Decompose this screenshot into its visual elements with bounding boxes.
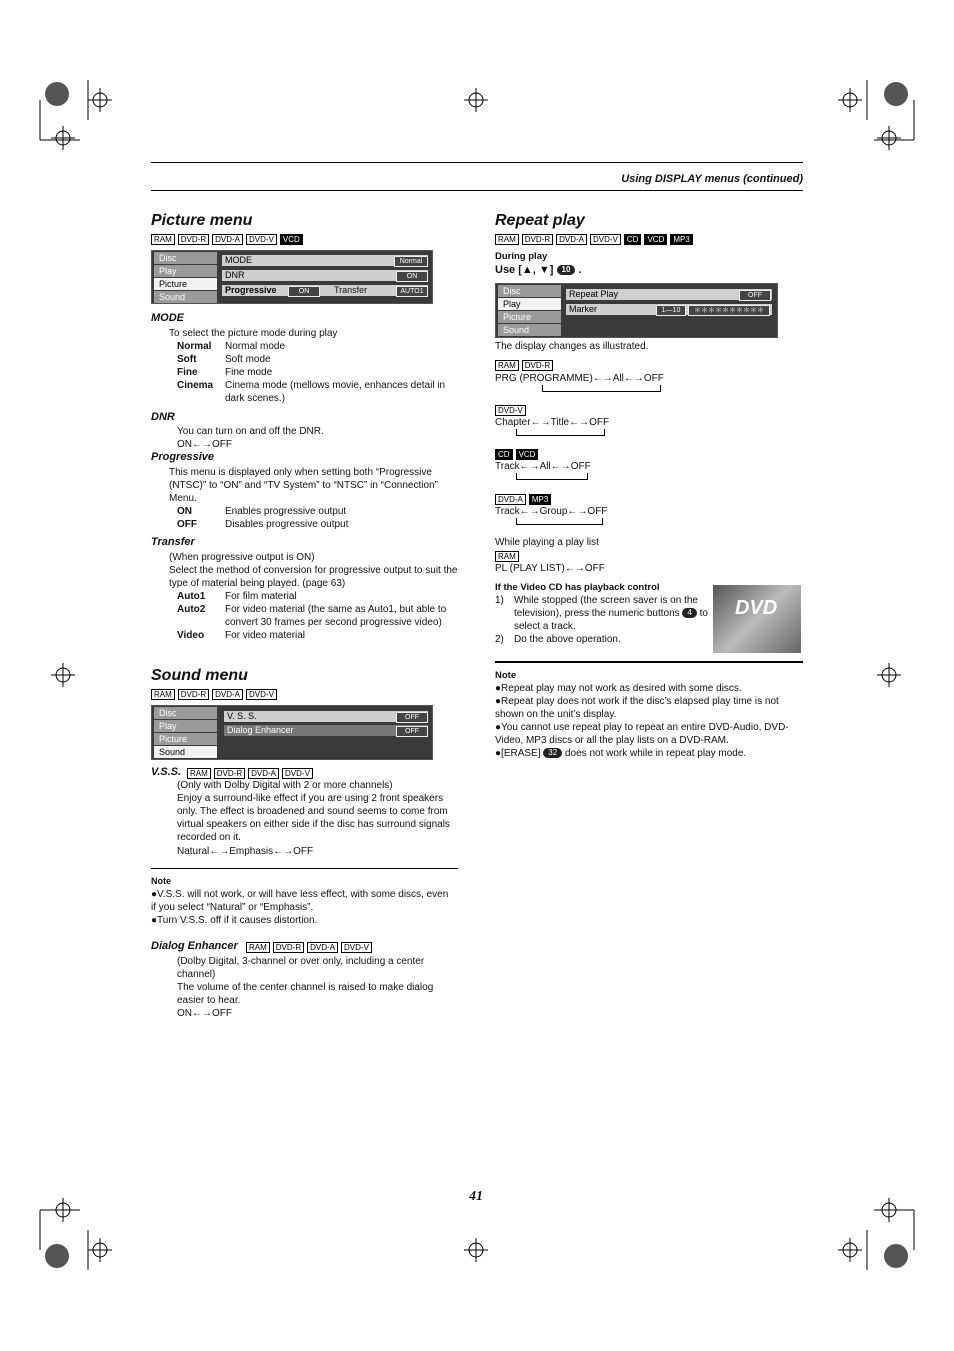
playlist-tags xyxy=(495,551,519,562)
note-text: Repeat play may not work as desired with some discs. xyxy=(501,683,742,694)
mode-key: Cinema xyxy=(177,380,214,391)
sound-menu-title: Sound menu xyxy=(151,667,248,684)
sound-note-rule xyxy=(151,868,458,869)
vss-text: Enjoy a surround-like effect if you are using 2 front speakers only. The effect is broadened and sound seems to come from virtual speakers on either side if the disc has surround signals recorded on it. xyxy=(177,793,450,843)
transfer-heading: Transfer xyxy=(151,536,195,548)
transfer-key: Auto2 xyxy=(177,604,206,615)
button-number: 32 xyxy=(543,748,562,758)
repeat-cycle: Track←→All←→OFF xyxy=(495,461,591,472)
mode-key: Fine xyxy=(177,367,198,378)
cycle-return-arrow xyxy=(516,473,588,480)
playlist-label: While playing a play list xyxy=(495,537,599,548)
progressive-key: OFF xyxy=(177,519,197,530)
progressive-val: Disables progressive output xyxy=(225,519,349,530)
tag: DVD-A xyxy=(212,234,243,245)
picture-menu-title: Picture menu xyxy=(151,212,253,229)
tag: VCD xyxy=(516,449,539,460)
note-text: Repeat play does not work if the disc’s elapsed play time is not shown on the unit’s display. xyxy=(495,696,779,720)
repeat-cycle: PRG (PROGRAMME)←→All←→OFF xyxy=(495,373,664,384)
tag: CD xyxy=(624,234,642,245)
tag: RAM xyxy=(246,942,270,953)
sound-note-label: Note xyxy=(151,876,171,886)
mode-value: Normal xyxy=(394,256,428,267)
menu-side-item[interactable]: Picture xyxy=(154,733,217,745)
dialog-value: OFF xyxy=(396,726,428,737)
repeat-tags xyxy=(495,234,693,245)
during-play: During play xyxy=(495,251,548,262)
menu-side-item[interactable]: Disc xyxy=(154,252,217,264)
progressive-value: ON xyxy=(288,286,320,297)
cycle-return-arrow xyxy=(542,385,661,392)
menu-side-item[interactable]: Sound xyxy=(154,291,217,303)
sound-note-item: ●Turn V.S.S. off if it causes distortion. xyxy=(151,915,318,926)
tag: DVD-V xyxy=(341,942,372,953)
note-text: V.S.S. will not work, or will have less effect, with some discs, even if you select “Natural” or “Emphasis”. xyxy=(151,889,449,913)
dnr-line1: You can turn on and off the DNR. xyxy=(177,426,324,437)
mode-key: Normal xyxy=(177,341,212,352)
menu-side-item[interactable]: Play xyxy=(498,298,561,310)
playlist-cycle: PL (PLAY LIST)←→OFF xyxy=(495,563,605,574)
note-text: does not work while in repeat play mode. xyxy=(564,748,747,759)
mode-val: Cinema mode (mellows movie, enhances detail in dark scenes.) xyxy=(225,380,446,404)
tag: DVD-R xyxy=(214,768,245,779)
menu-row-progressive[interactable]: Progressive xyxy=(222,285,428,296)
repeat-cycle: Chapter←→Title←→OFF xyxy=(495,417,610,428)
group-tags xyxy=(495,494,551,505)
group-tags xyxy=(495,405,526,416)
tag: DVD-R xyxy=(178,234,209,245)
tag: DVD-R xyxy=(178,689,209,700)
progressive-heading: Progressive xyxy=(151,451,214,463)
repeat-note-rule xyxy=(495,661,803,663)
tag: DVD-R xyxy=(273,942,304,953)
dnr-heading: DNR xyxy=(151,411,175,423)
tag: RAM xyxy=(495,360,519,371)
header-rule-bottom xyxy=(151,190,803,191)
dnr-value: ON xyxy=(396,271,428,282)
marker-stars: ＊＊＊＊＊＊＊＊＊＊ xyxy=(688,305,770,316)
menu-row-dialog[interactable]: Dialog Enhancer xyxy=(224,725,428,736)
vss-tags xyxy=(187,768,313,779)
vss-value: OFF xyxy=(396,712,428,723)
tag: DVD-A xyxy=(212,689,243,700)
transfer-key: Video xyxy=(177,630,205,641)
display-changes: The display changes as illustrated. xyxy=(495,341,649,352)
mode-heading: MODE xyxy=(151,312,184,324)
tag: CD xyxy=(495,449,513,460)
sound-menu-screen xyxy=(151,705,433,760)
repeat-note-item: ●Repeat play does not work if the disc’s elapsed play time is not shown on the unit’s display. xyxy=(495,696,779,720)
menu-side-item[interactable]: Play xyxy=(154,265,217,277)
tag: RAM xyxy=(187,768,211,779)
repeat-cycle: Track←→Group←→OFF xyxy=(495,506,608,517)
menu-row-repeat-play[interactable]: Repeat Play xyxy=(566,289,772,300)
button-number: 4 xyxy=(682,608,696,618)
menu-side-item[interactable]: Disc xyxy=(498,285,561,297)
dialog-cycle: ON←→OFF xyxy=(177,1008,232,1019)
sound-tags xyxy=(151,689,277,700)
dialog-text: The volume of the center channel is raised to make dialog easier to hear. xyxy=(177,982,434,1006)
marker-range: 1—10 xyxy=(656,305,686,316)
tag: DVD-A xyxy=(556,234,587,245)
transfer-val: For film material xyxy=(225,591,297,602)
tag: MP3 xyxy=(529,494,551,505)
tag: RAM xyxy=(495,234,519,245)
step-text: While stopped (the screen saver is on the television), press the numeric buttons xyxy=(514,595,698,619)
menu-side-item[interactable]: Sound xyxy=(498,324,561,336)
vss-heading: V.S.S. xyxy=(151,766,182,778)
repeat-note-item: ●[ERASE] 32 does not work while in repeat play mode. xyxy=(495,748,747,759)
menu-row-vss[interactable]: V. S. S. xyxy=(224,711,428,722)
transfer-value: AUTO1 xyxy=(396,286,428,297)
tag: DVD-R xyxy=(522,360,553,371)
vcd-step2: Do the above operation. xyxy=(514,634,621,645)
tag: VCD xyxy=(644,234,667,245)
repeat-note-item: ●You cannot use repeat play to repeat an entire DVD-Audio, DVD-Video, MP3 discs or all the play lists on a DVD-RAM. xyxy=(495,722,789,746)
picture-tags xyxy=(151,234,303,245)
tag: DVD-V xyxy=(590,234,621,245)
mode-intro: To select the picture mode during play xyxy=(169,328,338,339)
tag: DVD-A xyxy=(248,768,279,779)
repeat-note-item: ●Repeat play may not work as desired with some discs. xyxy=(495,683,742,694)
use-text: Use [▲, ▼] xyxy=(495,264,554,276)
running-title: Using DISPLAY menus (continued) xyxy=(621,173,803,185)
vcd-step-number: 2) xyxy=(495,634,504,645)
note-text: [ERASE] xyxy=(501,748,541,759)
mode-val: Soft mode xyxy=(225,354,271,365)
menu-row-marker[interactable]: Marker xyxy=(566,304,772,315)
vcd-heading: If the Video CD has playback control xyxy=(495,582,660,593)
progressive-val: Enables progressive output xyxy=(225,506,347,517)
button-number: 10 xyxy=(557,265,576,275)
vss-note: (Only with Dolby Digital with 2 or more channels) xyxy=(177,780,393,791)
dialog-heading: Dialog Enhancer xyxy=(151,940,238,952)
cycle-return-arrow xyxy=(516,429,605,436)
transfer-text: Select the method of conversion for progressive output to suit the type of material being played. (page 63) xyxy=(169,565,458,589)
step-text: to select a track. xyxy=(514,608,708,632)
dialog-tags xyxy=(246,942,372,953)
menu-side-item[interactable]: Play xyxy=(154,720,217,732)
mode-key: Soft xyxy=(177,354,197,365)
dialog-note: (Dolby Digital, 3-channel or over only, including a center channel) xyxy=(177,956,425,980)
tag: DVD-V xyxy=(246,689,277,700)
vcd-step-number: 1) xyxy=(495,595,504,606)
page-number: 41 xyxy=(469,1189,483,1204)
mode-val: Normal mode xyxy=(225,341,286,352)
sound-note-item: ●V.S.S. will not work, or will have less effect, with some discs, even if you select “Natural” or “Emphasis”. xyxy=(151,889,449,913)
tag: RAM xyxy=(495,551,519,562)
group-tags xyxy=(495,449,538,460)
note-text: Turn V.S.S. off if it causes distortion. xyxy=(157,915,318,926)
menu-side-item[interactable]: Disc xyxy=(154,707,217,719)
picture-menu-screen xyxy=(151,250,433,304)
transfer-val: For video material xyxy=(225,630,306,641)
tag: RAM xyxy=(151,234,175,245)
progressive-text: This menu is displayed only when setting both “Progressive (NTSC)” to “ON” and “TV System” to “NTSC” in “Connection” Menu. xyxy=(169,467,438,504)
mode-val: Fine mode xyxy=(225,367,273,378)
menu-side-item[interactable]: Picture xyxy=(498,311,561,323)
menu-side-item[interactable]: Picture xyxy=(154,278,217,290)
dnr-line2: ON←→OFF xyxy=(177,439,232,450)
transfer-note: (When progressive output is ON) xyxy=(169,552,315,563)
menu-row-dnr[interactable]: DNR xyxy=(222,270,428,281)
tag: MP3 xyxy=(670,234,692,245)
tag: VCD xyxy=(280,234,303,245)
tag: DVD-A xyxy=(307,942,338,953)
transfer-key: Auto1 xyxy=(177,591,206,602)
header-rule-top xyxy=(151,162,803,163)
repeat-play-title: Repeat play xyxy=(495,212,585,229)
repeat-play-value: OFF xyxy=(739,290,771,301)
vss-cycle: Natural←→Emphasis←→OFF xyxy=(177,846,314,857)
tag: DVD-R xyxy=(522,234,553,245)
dvd-logo: DVD xyxy=(735,597,778,619)
repeat-note-label: Note xyxy=(495,670,517,681)
use-instruction: Use [▲, ▼] 10 . xyxy=(495,264,582,276)
note-text: You cannot use repeat play to repeat an entire DVD-Audio, DVD-Video, MP3 discs or all the play lists on a DVD-RAM. xyxy=(495,722,789,746)
dvd-screensaver-image xyxy=(713,585,801,653)
group-tags xyxy=(495,360,553,371)
transfer-label: Transfer xyxy=(334,285,368,295)
tag: DVD-V xyxy=(495,405,526,416)
progressive-key: ON xyxy=(177,506,192,517)
tag: DVD-V xyxy=(282,768,313,779)
transfer-val: For video material (the same as Auto1, but able to convert 30 frames per second progressive video) xyxy=(225,604,447,628)
cycle-return-arrow xyxy=(516,518,603,525)
vcd-step1 xyxy=(514,594,710,633)
menu-row-mode[interactable]: MODE xyxy=(222,255,428,266)
tag: RAM xyxy=(151,689,175,700)
tag: DVD-V xyxy=(246,234,277,245)
menu-side-item[interactable]: Sound xyxy=(154,746,217,758)
repeat-menu-screen xyxy=(495,283,778,338)
tag: DVD-A xyxy=(495,494,526,505)
